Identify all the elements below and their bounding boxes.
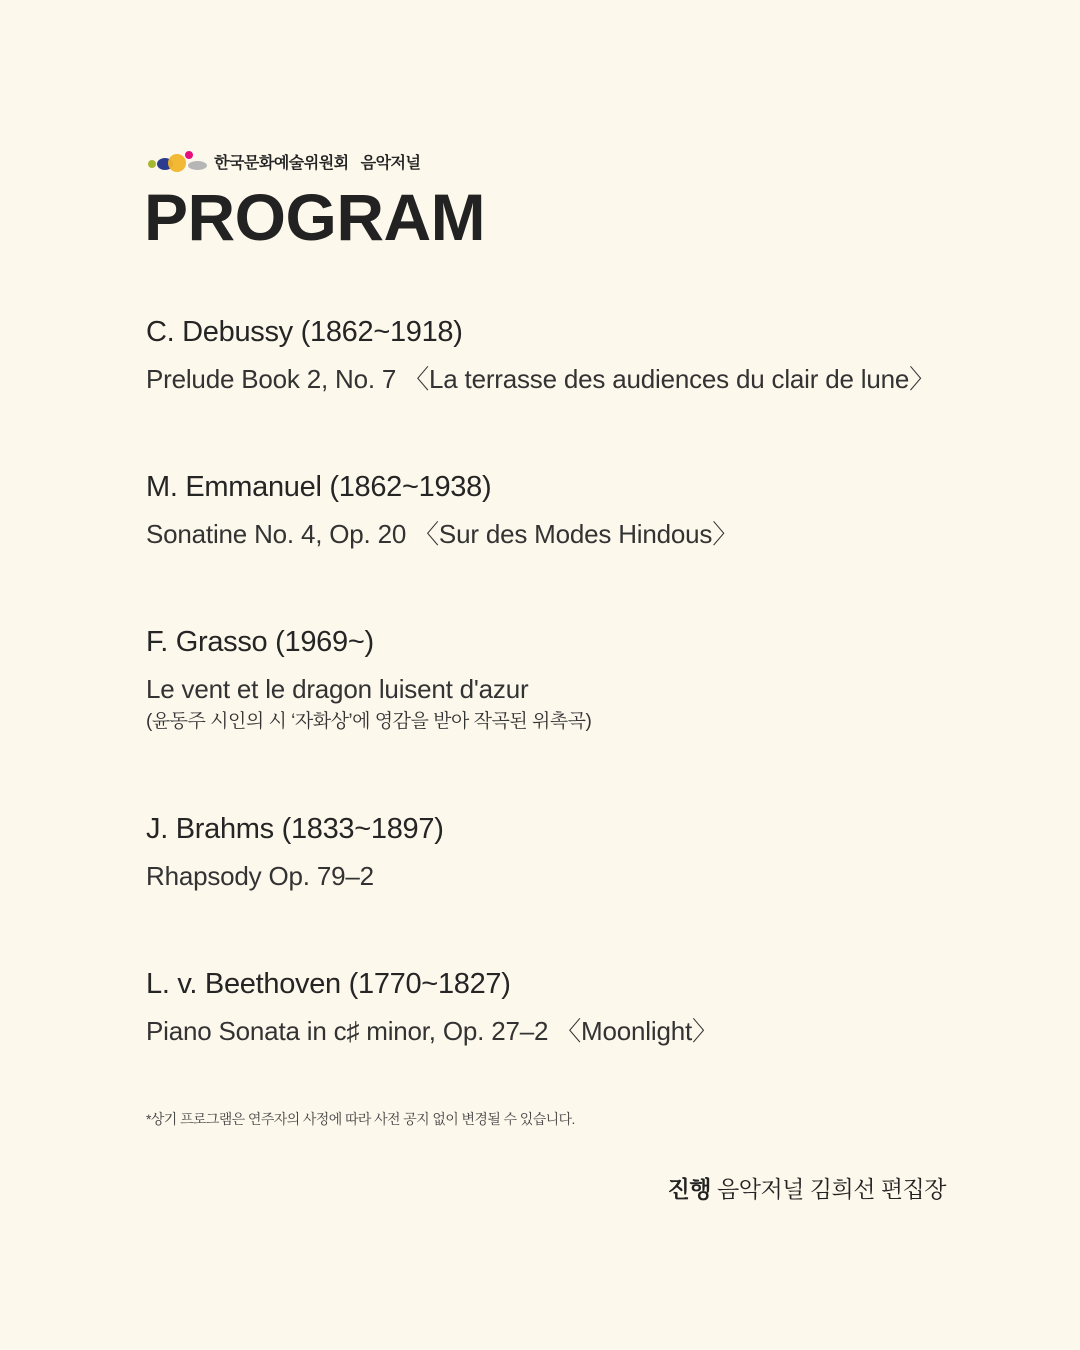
work-title: Prelude Book 2, No. 7 〈La terrasse des audiences du clair de lune〉 <box>146 364 935 394</box>
composer-name: F. Grasso (1969~) <box>146 626 374 658</box>
page-title: PROGRAM <box>144 180 486 254</box>
disclaimer-note: *상기 프로그램은 연주자의 사정에 따라 사전 공지 없이 변경될 수 있습니다. <box>146 1111 575 1127</box>
host-label: 진행 <box>667 1176 712 1202</box>
logo <box>146 146 420 176</box>
composer-name: M. Emmanuel (1862~1938) <box>146 471 492 503</box>
host-name: 음악저널 김희선 편집장 <box>717 1176 946 1202</box>
work-note: (윤동주 시인의 시 ‘자화상’에 영감을 받아 작곡된 위촉곡) <box>146 711 592 732</box>
work-title: Piano Sonata in c♯ minor, Op. 27–2 〈Moonlight〉 <box>146 1016 718 1046</box>
program-page <box>146 0 946 1350</box>
host-credit <box>668 1171 946 1204</box>
work-title: Rhapsody Op. 79–2 <box>146 861 374 891</box>
logo-org-name: 한국문화예술위원회 <box>214 154 349 172</box>
program-item <box>146 314 935 396</box>
work-title: Sonatine No. 4, Op. 20 〈Sur des Modes Hindous〉 <box>146 519 739 549</box>
composer-name: C. Debussy (1862~1918) <box>146 316 463 348</box>
arts-council-logo-icon <box>146 148 208 174</box>
program-item <box>146 624 591 734</box>
program-item <box>146 966 718 1048</box>
logo-brand-name: 음악저널 <box>360 154 421 172</box>
work-title: Le vent et le dragon luisent d'azur <box>146 674 529 704</box>
program-item <box>146 469 738 551</box>
composer-name: J. Brahms (1833~1897) <box>146 813 444 845</box>
composer-name: L. v. Beethoven (1770~1827) <box>146 968 511 1000</box>
program-item <box>146 811 444 893</box>
